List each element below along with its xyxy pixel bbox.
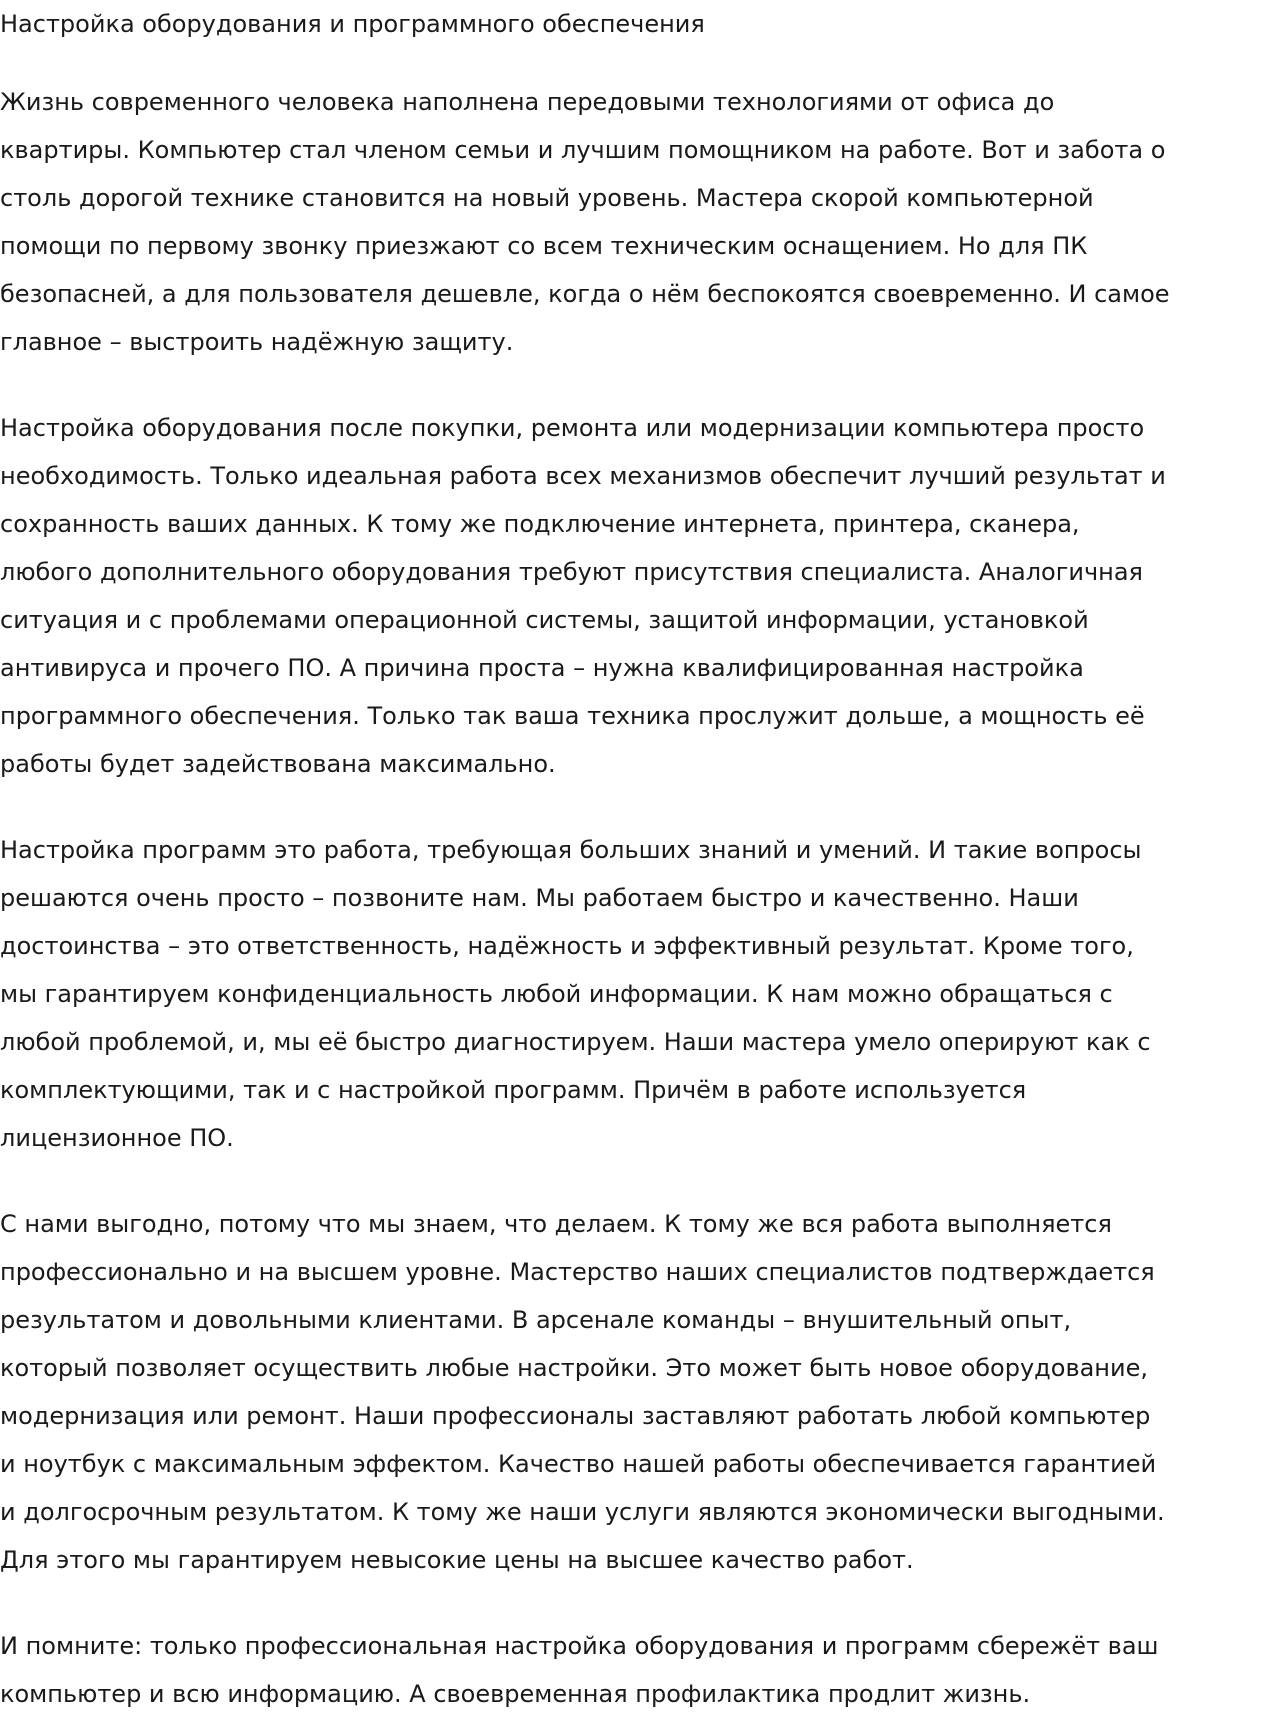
paragraph-hardware-setup [0,404,1270,788]
paragraph-line: комплектующими, так и с настройкой программ. Причём в работе используется [0,1076,1027,1104]
paragraph-line: компьютер и всю информацию. А своевременная профилактика продлит жизнь. [0,1680,1031,1708]
paragraph-line: Настройка программ это работа, требующая больших знаний и умений. И такие вопросы [0,836,1142,864]
paragraph-line: модернизация или ремонт. Наши профессионалы заставляют работать любой компьютер [0,1402,1151,1430]
paragraph-line: ситуация и с проблемами операционной системы, защитой информации, установкой [0,606,1089,634]
paragraph-conclusion [0,1622,1270,1718]
paragraph-line: который позволяет осуществить любые настройки. Это может быть новое оборудование, [0,1354,1148,1382]
paragraph-line: и долгосрочным результатом. К тому же наши услуги являются экономически выгодными. [0,1498,1165,1526]
paragraph-line: главное – выстроить надёжную защиту. [0,328,514,356]
paragraph-line: Настройка оборудования после покупки, ремонта или модернизации компьютера просто [0,414,1145,442]
paragraph-line: лицензионное ПО. [0,1124,234,1152]
paragraph-intro [0,78,1270,366]
paragraph-software-setup [0,826,1270,1162]
paragraph-line: любой проблемой, и, мы её быстро диагностируем. Наши мастера умело оперируют как с [0,1028,1151,1056]
article [0,8,1270,1718]
paragraph-line: С нами выгодно, потому что мы знаем, что делаем. К тому же вся работа выполняется [0,1210,1112,1238]
paragraph-line: И помните: только профессиональная настройка оборудования и программ сбережёт ваш [0,1632,1159,1660]
paragraph-benefits [0,1200,1270,1584]
page-title: Настройка оборудования и программного обеспечения [0,10,705,38]
paragraph-line: программного обеспечения. Только так ваша техника прослужит дольше, а мощность её [0,702,1145,730]
paragraph-line: безопасней, а для пользователя дешевле, когда о нём беспокоятся своевременно. И самое [0,280,1170,308]
paragraph-line: помощи по первому звонку приезжают со всем техническим оснащением. Но для ПК [0,232,1088,260]
paragraph-line: работы будет задействована максимально. [0,750,556,778]
paragraph-line: Жизнь современного человека наполнена передовыми технологиями от офиса до [0,88,1055,116]
paragraph-line: мы гарантируем конфиденциальность любой информации. К нам можно обращаться с [0,980,1113,1008]
paragraph-line: результатом и довольными клиентами. В арсенале команды – внушительный опыт, [0,1306,1072,1334]
paragraph-line: профессионально и на высшем уровне. Мастерство наших специалистов подтверждается [0,1258,1155,1286]
paragraph-line: достоинства – это ответственность, надёжность и эффективный результат. Кроме того, [0,932,1134,960]
paragraph-line: Для этого мы гарантируем невысокие цены на высшее качество работ. [0,1546,914,1574]
paragraph-line: антивируса и прочего ПО. А причина проста – нужна квалифицированная настройка [0,654,1084,682]
paragraph-line: столь дорогой технике становится на новый уровень. Мастера скорой компьютерной [0,184,1094,212]
paragraph-line: и ноутбук с максимальным эффектом. Качество нашей работы обеспечивается гарантией [0,1450,1157,1478]
paragraph-line: сохранность ваших данных. К тому же подключение интернета, принтера, сканера, [0,510,1080,538]
paragraph-line: решаются очень просто – позвоните нам. Мы работаем быстро и качественно. Наши [0,884,1079,912]
paragraph-line: квартиры. Компьютер стал членом семьи и лучшим помощником на работе. Вот и забота о [0,136,1166,164]
paragraph-line: любого дополнительного оборудования требуют присутствия специалиста. Аналогичная [0,558,1143,586]
paragraph-line: необходимость. Только идеальная работа всех механизмов обеспечит лучший результат и [0,462,1166,490]
